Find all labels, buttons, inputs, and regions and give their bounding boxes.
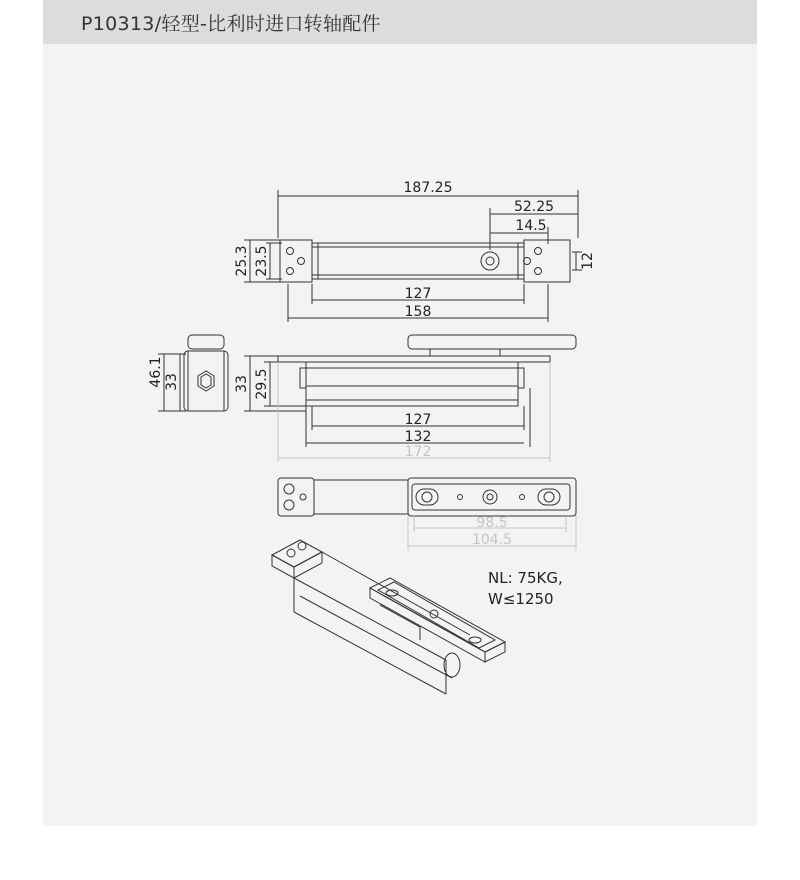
dim-offset-length: 52.25 (513, 199, 555, 215)
dim-body-height: 33 (234, 375, 250, 393)
dim-end-total: 46.1 (148, 356, 164, 388)
dim-body-inner: 29.5 (254, 368, 270, 400)
bottom-view (278, 478, 576, 550)
dim-height-inner: 23.5 (254, 245, 270, 277)
dim-end-body: 33 (164, 373, 180, 391)
dim-side-overall-length: 172 (404, 444, 432, 460)
spec-width: W≤1250 (488, 590, 554, 608)
dim-overall-length: 187.25 (403, 180, 453, 196)
dim-side-total-length: 132 (404, 429, 432, 445)
spec-load: NL: 75KG, (488, 569, 563, 587)
isometric-view (272, 540, 505, 694)
dim-body-length: 127 (404, 286, 432, 302)
end-view (158, 335, 228, 411)
dim-height-outer: 25.3 (234, 245, 250, 277)
dim-slot-outer: 104.5 (471, 532, 513, 548)
dim-plate-length: 158 (404, 304, 432, 320)
dim-end-height: 12 (580, 252, 596, 270)
dim-pivot-offset: 14.5 (515, 218, 547, 234)
page-title: P10313/轻型-比利时进口转轴配件 (81, 13, 381, 35)
dim-side-body-length: 127 (404, 412, 432, 428)
dim-slot-inner: 98.5 (476, 515, 508, 531)
